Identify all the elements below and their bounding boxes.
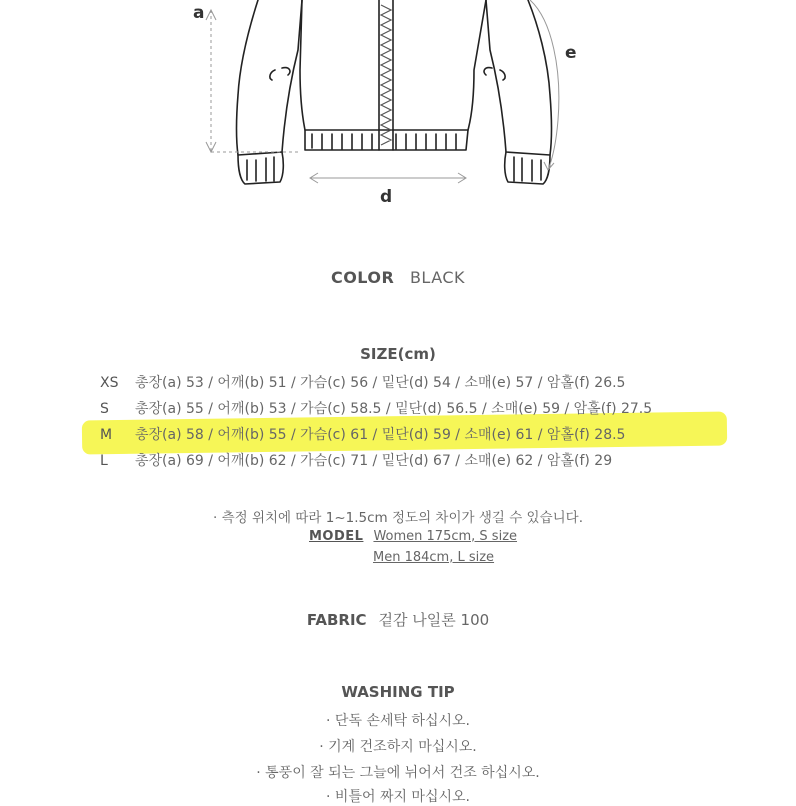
model-men: Men 184cm, L size <box>373 550 495 565</box>
dimension-label-d: d <box>380 187 393 207</box>
dimension-label-e: e <box>565 43 577 63</box>
size-code: XS <box>100 375 119 391</box>
washing-item: · 비틀어 짜지 마십시오. <box>326 789 470 805</box>
size-code: L <box>100 453 108 469</box>
right-cuff <box>505 152 550 184</box>
size-measurements: 총장(a) 55 / 어깨(b) 53 / 가슴(c) 58.5 / 밑단(d) 56.5 / 소매(e) 59 / 암홀(f) 27.5 <box>135 401 653 417</box>
washing-item: · 단독 손세탁 하십시오. <box>326 713 470 729</box>
size-row-s <box>100 396 652 422</box>
left-cuff <box>238 152 283 184</box>
color-key: COLOR <box>330 268 395 287</box>
model-key: MODEL <box>309 529 364 544</box>
washing-item: · 통풍이 잘 되는 그늘에 뉘어서 건조 하십시오. <box>256 765 540 781</box>
washing-item: · 기계 건조하지 마십시오. <box>319 739 477 755</box>
size-measurements: 총장(a) 58 / 어깨(b) 55 / 가슴(c) 61 / 밑단(d) 59 / 소매(e) 61 / 암홀(f) 28.5 <box>135 427 626 443</box>
dimension-label-a: a <box>193 3 205 23</box>
color-line <box>0 268 796 287</box>
dimension-line-e <box>530 0 559 170</box>
fabric-key: FABRIC <box>306 611 367 629</box>
size-row-m <box>100 422 652 448</box>
fabric-value: 겉감 나일론 100 <box>378 611 490 629</box>
size-measurements: 총장(a) 69 / 어깨(b) 62 / 가슴(c) 71 / 밑단(d) 67 / 소매(e) 62 / 암홀(f) 29 <box>135 453 613 469</box>
fabric-line <box>0 609 796 630</box>
size-measurements: 총장(a) 53 / 어깨(b) 51 / 가슴(c) 56 / 밑단(d) 54 / 소매(e) 57 / 암홀(f) 26.5 <box>135 375 626 391</box>
model-line-1 <box>309 529 517 544</box>
measurement-note: · 측정 위치에 따라 1~1.5cm 정도의 차이가 생길 수 있습니다. <box>213 510 583 526</box>
jacket-size-diagram <box>0 0 796 215</box>
right-sleeve <box>486 0 552 155</box>
size-code: S <box>100 401 109 417</box>
washing-title: WASHING TIP <box>341 683 455 701</box>
size-row-xs <box>100 370 652 396</box>
size-code: M <box>100 427 113 443</box>
size-title: SIZE(cm) <box>360 345 436 363</box>
size-table <box>100 370 652 474</box>
size-row-l <box>100 448 652 474</box>
model-women: Women 175cm, S size <box>373 529 518 544</box>
jacket-hem <box>305 130 468 150</box>
color-value: BLACK <box>409 268 466 287</box>
